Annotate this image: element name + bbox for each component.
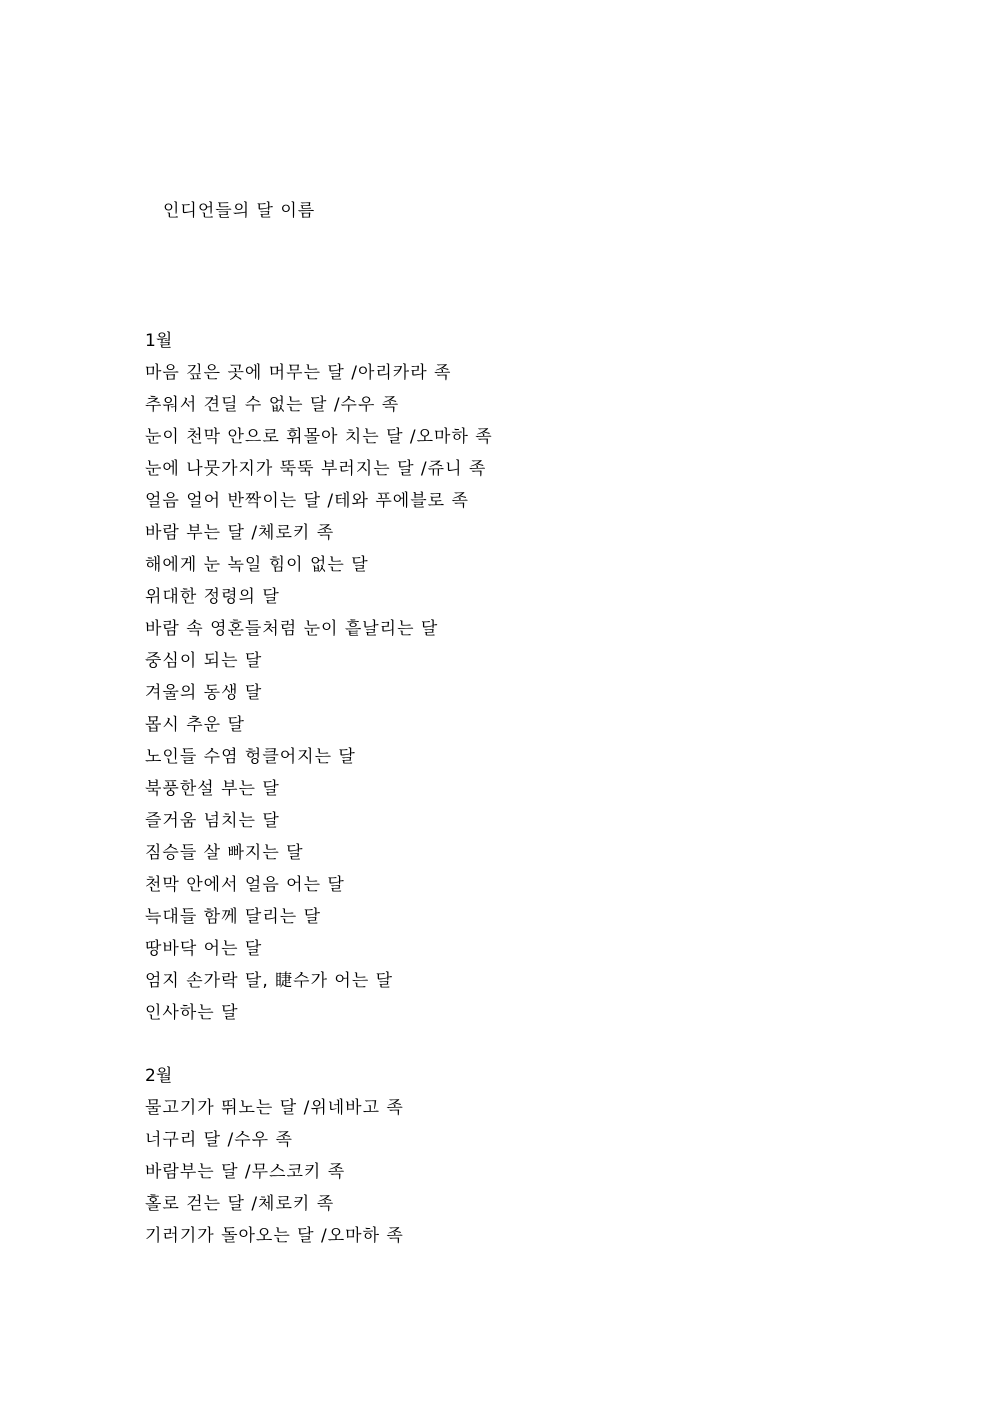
month-name-entry: 물고기가 뛰노는 달 /위네바고 족 xyxy=(145,1098,404,1118)
month-name-entry: 추워서 견딜 수 없는 달 /수우 족 xyxy=(145,395,400,415)
month-name-entry: 해에게 눈 녹일 힘이 없는 달 xyxy=(145,555,369,575)
month-name-entry: 홀로 걷는 달 /체로키 족 xyxy=(145,1194,335,1214)
month-name-entry: 기러기가 돌아오는 달 /오마하 족 xyxy=(145,1226,404,1246)
month-name-entry: 얼음 얼어 반짝이는 달 /테와 푸에블로 족 xyxy=(145,491,469,511)
month-heading: 1월 xyxy=(145,331,173,351)
month-name-entry: 노인들 수염 헝클어지는 달 xyxy=(145,747,356,767)
month-name-entry: 바람부는 달 /무스코키 족 xyxy=(145,1162,346,1182)
document-title: 인디언들의 달 이름 xyxy=(163,201,316,221)
month-name-entry: 엄지 손가락 달, 睫수가 어는 달 xyxy=(145,971,394,991)
month-name-entry: 바람 부는 달 /체로키 족 xyxy=(145,523,335,543)
month-name-entry: 천막 안에서 얼음 어는 달 xyxy=(145,875,345,895)
month-section-january xyxy=(145,325,493,1029)
month-section-february xyxy=(145,1060,404,1252)
month-name-entry: 즐거움 넘치는 달 xyxy=(145,811,280,831)
month-heading: 2월 xyxy=(145,1066,173,1086)
month-name-entry: 짐승들 살 빠지는 달 xyxy=(145,843,304,863)
month-name-entry: 땅바닥 어는 달 xyxy=(145,939,263,959)
month-name-entry: 눈에 나뭇가지가 뚝뚝 부러지는 달 /쥬니 족 xyxy=(145,459,487,479)
month-name-entry: 눈이 천막 안으로 휘몰아 치는 달 /오마하 족 xyxy=(145,427,493,447)
month-name-entry: 북풍한설 부는 달 xyxy=(145,779,280,799)
month-name-entry: 인사하는 달 xyxy=(145,1003,239,1023)
month-name-entry: 위대한 정령의 달 xyxy=(145,587,280,607)
month-name-entry: 마음 깊은 곳에 머무는 달 /아리카라 족 xyxy=(145,363,452,383)
month-name-entry: 겨울의 동생 달 xyxy=(145,683,263,703)
month-name-entry: 중심이 되는 달 xyxy=(145,651,263,671)
month-name-entry: 너구리 달 /수우 족 xyxy=(145,1130,293,1150)
month-name-entry: 바람 속 영혼들처럼 눈이 흩날리는 달 xyxy=(145,619,439,639)
month-name-entry: 늑대들 함께 달리는 달 xyxy=(145,907,322,927)
month-name-entry: 몹시 추운 달 xyxy=(145,715,245,735)
